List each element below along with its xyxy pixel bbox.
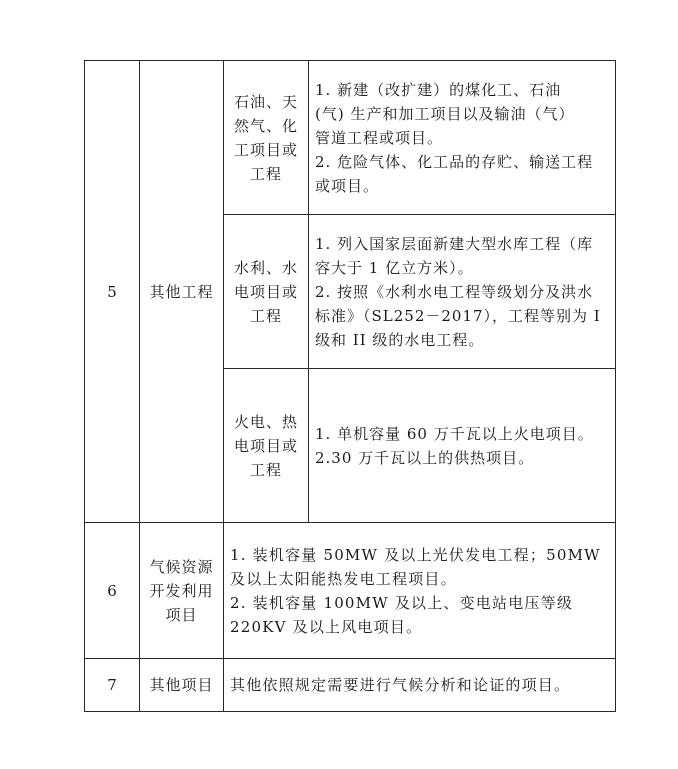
description-line: 标准》（SL252－2017），工程等别为 I — [315, 306, 601, 325]
category-line: 开发利用 — [149, 581, 214, 600]
row-number-cell — [85, 659, 140, 712]
category-cell — [140, 659, 224, 712]
subcategory-line: 工程 — [249, 306, 282, 325]
project-category-table — [84, 60, 616, 712]
description-line: 2. 按照《水利水电工程等级划分及洪水 — [315, 282, 594, 301]
subcategory-line: 电项目或 — [233, 436, 298, 455]
description-line: 1. 单机容量 60 万千瓦以上火电项目。 — [315, 424, 594, 443]
subcategory-cell — [224, 215, 309, 369]
description-line: 2.30 万千瓦以上的供热项目。 — [315, 448, 535, 467]
description-line: 2. 装机容量 100MW 及以上、变电站电压等级 — [230, 593, 574, 612]
description-cell — [309, 61, 616, 215]
category-line: 项目 — [165, 605, 198, 624]
subcategory-cell — [224, 61, 309, 215]
subcategory-line: 然气、化 — [233, 116, 298, 135]
category-name: 其他工程 — [149, 282, 214, 301]
description-line: (气) 生产和加工项目以及输油（气） — [315, 104, 575, 123]
category-line: 气候资源 — [149, 557, 214, 576]
table-row-5-oil — [85, 61, 616, 215]
description-line: 及以上太阳能热发电工程项目。 — [230, 569, 457, 588]
row-number: 5 — [107, 282, 117, 301]
category-name: 其他项目 — [149, 676, 214, 694]
description-line: 容大于 1 亿立方米）。 — [315, 258, 474, 277]
description-line: 管道工程或项目。 — [315, 128, 444, 147]
row-number-cell — [85, 523, 140, 659]
subcategory-line: 电项目或 — [233, 282, 298, 301]
subcategory-line: 火电、热 — [233, 412, 298, 431]
row-number-cell — [85, 61, 140, 523]
table-row-7 — [85, 659, 616, 712]
row-number: 6 — [107, 581, 117, 600]
subcategory-line: 工程 — [249, 164, 282, 183]
subcategory-line: 工项目或 — [233, 140, 298, 159]
category-cell — [140, 523, 224, 659]
subcategory-line: 石油、天 — [233, 92, 298, 111]
description-line: 级和 II 级的水电工程。 — [315, 330, 485, 349]
description-line: 1. 列入国家层面新建大型水库工程（库 — [315, 234, 594, 253]
subcategory-line: 水利、水 — [233, 258, 298, 277]
row-number: 7 — [107, 676, 117, 694]
description-line: 1. 新建（改扩建）的煤化工、石油 — [315, 80, 562, 99]
description-line: 或项目。 — [315, 176, 380, 195]
description-line: 其他依照规定需要进行气候分析和论证的项目。 — [230, 676, 571, 694]
description-line: 220KV 及以上风电项目。 — [230, 617, 423, 636]
category-cell — [140, 61, 224, 523]
subcategory-line: 工程 — [249, 460, 282, 479]
description-line: 1. 装机容量 50MW 及以上光伏发电工程；50MW — [230, 545, 601, 564]
subcategory-cell — [224, 369, 309, 523]
table-row-6 — [85, 523, 616, 659]
description-line: 2. 危险气体、化工品的存贮、输送工程 — [315, 152, 594, 171]
description-cell — [224, 523, 616, 659]
description-cell — [309, 369, 616, 523]
description-cell — [309, 215, 616, 369]
description-cell — [224, 659, 616, 712]
